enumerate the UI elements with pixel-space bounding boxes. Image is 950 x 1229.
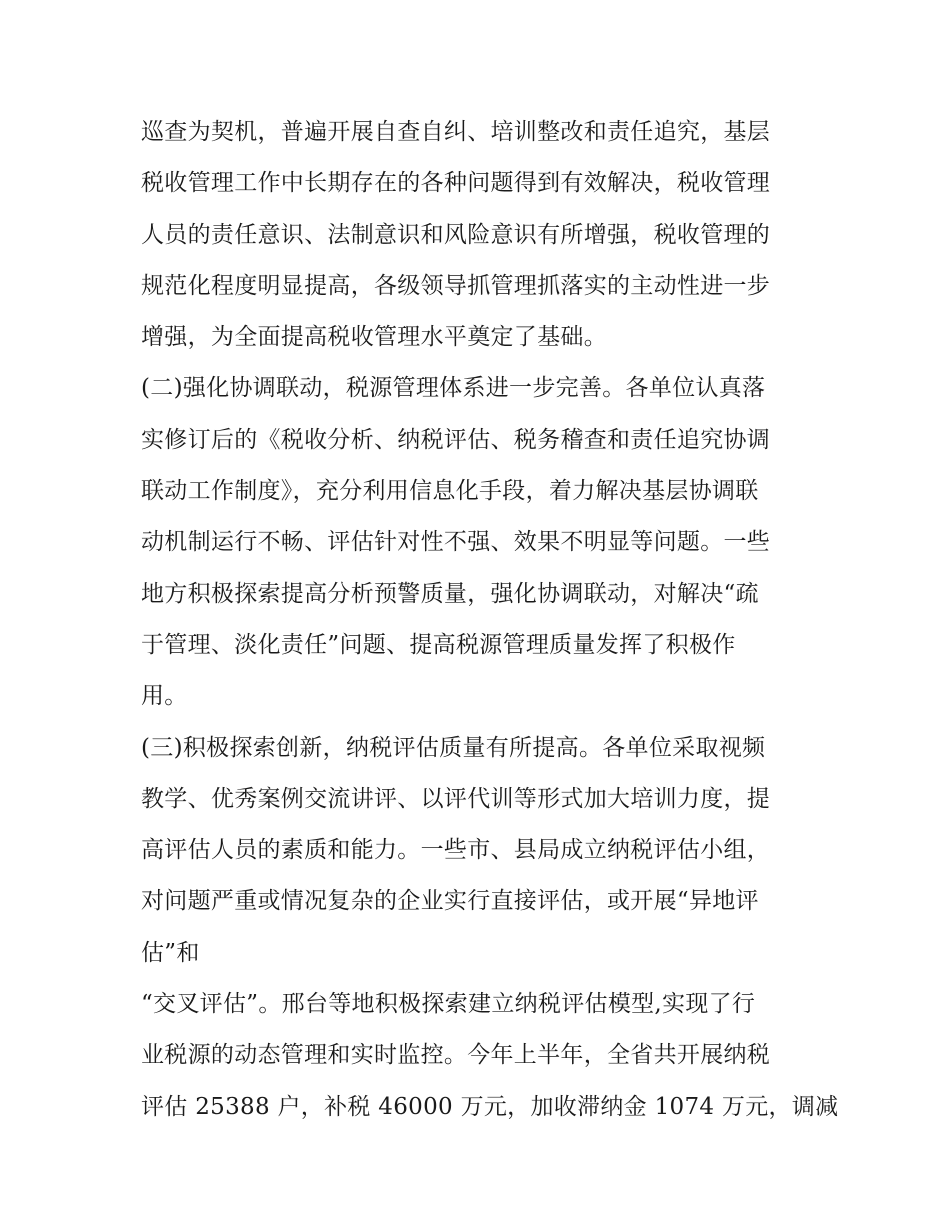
text-line: 于管理、淡化责任”问题、提高税源管理质量发挥了积极作: [141, 631, 736, 658]
text-line: 高评估人员的素质和能力。一些市、县局成立纳税评估小组，: [141, 837, 771, 864]
text-line: “交叉评估”。邢台等地积极探索建立纳税评估模型,实现了行: [141, 991, 756, 1018]
text-line: 教学、优秀案例交流讲评、以评代训等形式加大培训力度，提: [141, 785, 771, 812]
text-line: 动机制运行不畅、评估针对性不强、效果不明显等问题。一些: [141, 529, 771, 556]
text-line: 联动工作制度》，充分利用信息化手段，着力解决基层协调联: [141, 478, 759, 505]
text-line: 税收管理工作中长期存在的各种问题得到有效解决，税收管理: [141, 170, 771, 197]
text-line: 人员的责任意识、法制意识和风险意识有所增强，税收管理的: [141, 221, 771, 248]
text-line: 实修订后的《税收分析、纳税评估、税务稽查和责任追究协调: [141, 426, 771, 453]
text-line: 规范化程度明显提高，各级领导抓管理抓落实的主动性进一步: [141, 272, 771, 299]
text-line: 地方积极探索提高分析预警质量，强化协调联动，对解决“疏: [141, 580, 759, 607]
text-line: 评估 25388 户，补税 46000 万元，加收滞纳金 1074 万元，调减: [141, 1093, 839, 1120]
text-line: 巡查为契机，普遍开展自查自纠、培训整改和责任追究，基层: [141, 119, 771, 145]
text-line: 估”和: [141, 939, 200, 966]
body-text: [141, 107, 839, 1133]
section-heading-line: (二)强化协调联动，税源管理体系进一步完善。各单位认真落: [141, 375, 766, 402]
text-line: 对问题严重或情况复杂的企业实行直接评估，或开展“异地评: [141, 888, 759, 915]
section-heading-line: (三)积极探索创新，纳税评估质量有所提高。各单位采取视频: [141, 734, 766, 761]
text-line: 用。: [141, 683, 188, 710]
text-line: 增强，为全面提高税收管理水平奠定了基础。: [141, 324, 607, 351]
text-line: 业税源的动态管理和实时监控。今年上半年，全省共开展纳税: [141, 1042, 771, 1069]
